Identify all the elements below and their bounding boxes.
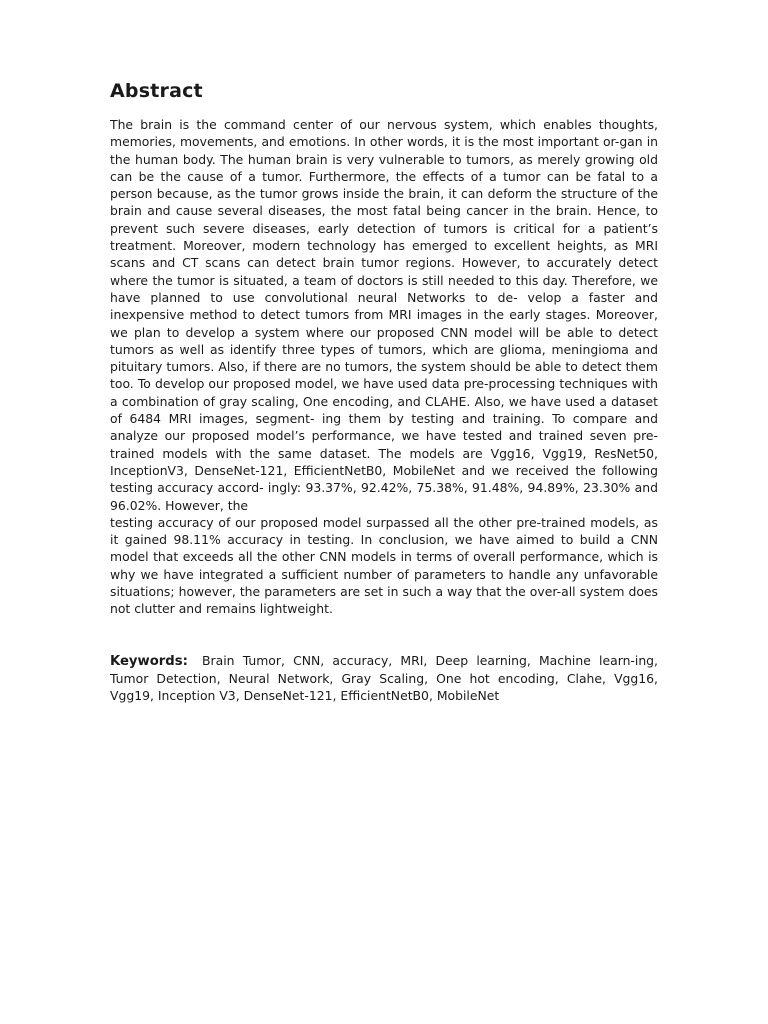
abstract-paragraph-continued: testing accuracy of our proposed model surpassed all the other pre-trained models, as it gained 98.11% accuracy in testing. In conclusion, we have aimed to build a CNN model that exceeds all the other CNN models in terms of overall performance, which is why we have integrated a sufficient number of parameters to handle any unfavorable situations; however, the parameters are set in such a way that the over-all system does not clutter and remains lightweight.: [110, 514, 658, 617]
keywords-label: Keywords:: [110, 653, 188, 669]
abstract-paragraph: The brain is the command center of our nervous system, which enables thoughts, memories, movements, and emotions. In other words, it is the most important or-gan in the human body. The human brain is very vulnerable to tumors, as merely growing old can be the cause of a tumor. Furthermore, the effects of a tumor can be fatal to a person because, as the tumor grows inside the brain, it can deform the structure of the brain and cause several diseases, the most fatal being cancer in the brain. Hence, to prevent such severe diseases, early detection of tumors is critical for a patient’s treatment. Moreover, modern technology has emerged to excellent heights, as MRI scans and CT scans can detect brain tumor regions. However, to accurately detect where the tumor is situated, a team of doctors is still needed to this day. Therefore, we have planned to use convolutional neural Networks to de- velop a faster and inexpensive method to detect tumors from MRI images in the early stages. Moreover, we plan to develop a system where our proposed CNN model will be able to detect tumors as well as identify three types of tumors, which are glioma, meningioma and pituitary tumors. Also, if there are no tumors, the system should be able to detect them too. To develop our proposed model, we have used data pre-processing techniques with a combination of gray scaling, One encoding, and CLAHE. Also, we have used a dataset of 6484 MRI images, segment- ing them by testing and training. To compare and analyze our proposed model’s performance, we have tested and trained seven pre-trained models with the same dataset. The models are Vgg16, Vgg19, ResNet50, InceptionV3, DenseNet-121, EfficientNetB0, MobileNet and we received the following testing accuracy accord- ingly: 93.37%, 92.42%, 75.38%, 91.48%, 94.89%, 23.30% and 96.02%. However, the: [110, 117, 658, 513]
keywords-list: Brain Tumor, CNN, accuracy, MRI, Deep learning, Machine learn-ing, Tumor Detection, Neural Network, Gray Scaling, One hot encoding, Clahe, Vgg16, Vgg19, Inception V3, DenseNet-121, EfficientNetB0, MobileNet: [110, 652, 658, 704]
paper-page: [110, 80, 658, 705]
keywords-block: [110, 652, 658, 705]
abstract-heading: Abstract: [110, 80, 203, 102]
